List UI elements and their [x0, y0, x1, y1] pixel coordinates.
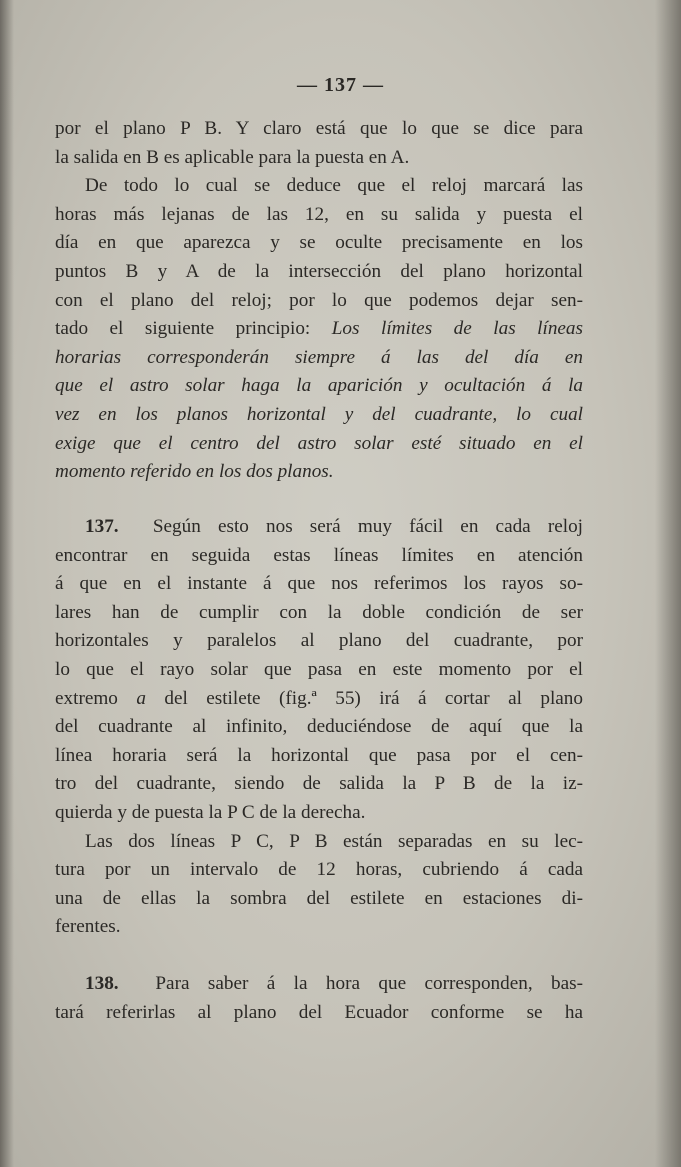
- text-line: con el plano del reloj; por lo que podemos dejar sen-: [55, 289, 583, 311]
- text-span: Para saber á la hora que corresponden, bas-: [155, 973, 584, 994]
- italic-line: exige que el centro del astro solar esté situado en el: [55, 432, 583, 454]
- text-line: línea horaria será la horizontal que pasa por el cen-: [55, 744, 583, 766]
- italic-span: a: [136, 687, 146, 709]
- text-span: del estilete (fig.ª 55) irá á cortar al plano: [145, 687, 583, 709]
- text-line: [55, 513, 583, 542]
- text-line: á que en el instante á que nos referimos los rayos so-: [55, 573, 583, 595]
- text-line: por el plano P B. Y claro está que lo que se dice para: [55, 118, 583, 139]
- text-line: quierda y de puesta la P C de la derecha.: [55, 801, 366, 823]
- text-line: día en que aparezca y se oculte precisamente en los: [55, 232, 583, 254]
- paragraph-block-137: [55, 513, 583, 942]
- italic-span: Los límites de las líneas: [331, 318, 583, 340]
- text-line: tro del cuadrante, siendo de salida la P B de la iz-: [55, 773, 583, 795]
- text-line: Las dos líneas P C, P B están separadas en su lec-: [85, 830, 583, 852]
- text-line: puntos B y A de la intersección del plano horizontal: [55, 260, 583, 282]
- text-span: Según esto nos será muy fácil en cada reloj: [152, 516, 584, 537]
- italic-line: momento referido en los dos planos.: [55, 461, 334, 483]
- text-line: [55, 315, 583, 344]
- italic-line: horarias corresponderán siempre á las del día en: [55, 346, 583, 368]
- text-line: De todo lo cual se deduce que el reloj marcará las: [85, 175, 583, 197]
- paragraph-block-138: [55, 970, 583, 1027]
- text-line: horas más lejanas de las 12, en su salida y puesta el: [55, 203, 583, 225]
- text-line: tura por un intervalo de 12 horas, cubriendo á cada: [55, 859, 583, 881]
- italic-line: que el astro solar haga la aparición y ocultación á la: [55, 375, 583, 397]
- text-line: lares han de cumplir con la doble condición de ser: [55, 601, 583, 623]
- text-span: extremo: [55, 687, 137, 709]
- page-number: — 137 —: [297, 74, 384, 96]
- text-line: una de ellas la sombra del estilete en estaciones di-: [55, 887, 583, 909]
- text-line: encontrar en seguida estas líneas límites en atención: [55, 544, 583, 566]
- section-number: 138.: [85, 973, 119, 994]
- text-line: ferentes.: [55, 916, 121, 938]
- page-shadow-left: [0, 0, 14, 1167]
- text-line: del cuadrante al infinito, deduciéndose de aquí que la: [55, 716, 583, 738]
- text-line: [55, 685, 583, 714]
- section-number: 137.: [85, 516, 119, 537]
- italic-line: vez en los planos horizontal y del cuadrante, lo cual: [55, 403, 583, 425]
- text-line: lo que el rayo solar que pasa en este momento por el: [55, 658, 583, 680]
- paragraph-block-1: [55, 115, 583, 487]
- text-line: [55, 970, 583, 999]
- text-span: tado el siguiente principio:: [55, 318, 332, 340]
- text-line: horizontales y paralelos al plano del cuadrante, por: [55, 630, 583, 652]
- text-line: la salida en B es aplicable para la puesta en A.: [55, 146, 410, 168]
- page-shadow-right: [655, 0, 681, 1167]
- text-line: tará referirlas al plano del Ecuador conforme se ha: [55, 1001, 583, 1023]
